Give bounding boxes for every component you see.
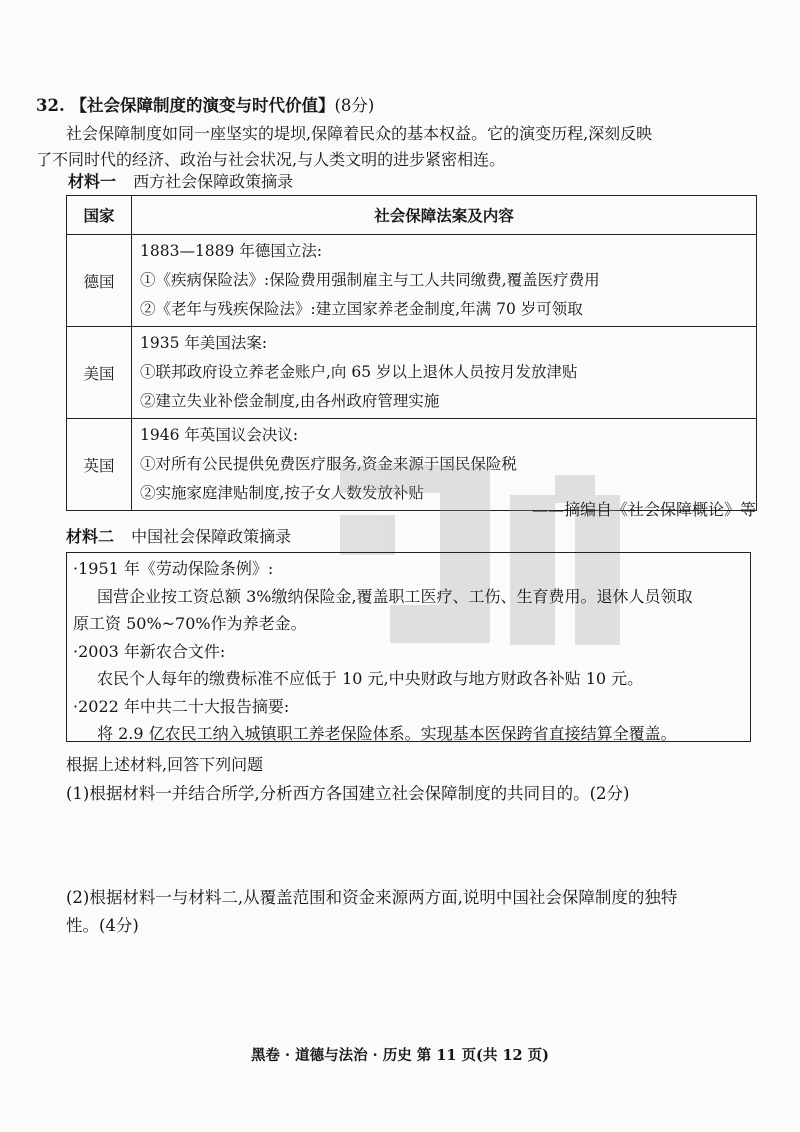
- table-row: [67, 235, 757, 327]
- header-content: 社会保障法案及内容: [132, 196, 757, 235]
- material1-label: 材料一: [68, 172, 117, 191]
- list-item-head: ·2022 年中共二十大报告摘要:: [73, 696, 290, 716]
- list-item-head: ·2003 年新农合文件:: [73, 641, 226, 661]
- material2-title: 中国社会保障政策摘录: [131, 527, 292, 546]
- question-title: 【社会保障制度的演变与时代价值】: [70, 96, 335, 115]
- sub-question-2: [66, 884, 756, 940]
- table-row: [67, 327, 757, 419]
- list-item-body: 国营企业按工资总额 3%缴纳保险金,覆盖职工医疗、工伤、生育费用。退休人员领取: [97, 586, 693, 606]
- list-item-head: ·1951 年《劳动保险条例》:: [73, 559, 274, 578]
- intro-line-2: 了不同时代的经济、政治与社会状况,与人类文明的进步紧密相连。: [36, 150, 506, 169]
- content-line: ①联邦政府设立养老金账户,向 65 岁以上退休人员按月发放津贴: [140, 363, 578, 381]
- intro-line-1: 社会保障制度如同一座坚实的堤坝,保障着民众的基本权益。它的演变历程,深刻反映: [66, 124, 653, 143]
- material2-label: 材料二: [66, 527, 115, 546]
- question-header: [36, 92, 374, 116]
- list-item-body: 原工资 50%~70%作为养老金。: [73, 614, 307, 633]
- question-number: 32.: [36, 96, 65, 115]
- question-intro: [36, 121, 766, 173]
- table-header-row: [67, 196, 757, 235]
- page-footer: 黑卷 · 道德与法治 · 历史 第 11 页(共 12 页): [250, 1047, 550, 1064]
- content-line: ①《疾病保险法》:保险费用强制雇主与工人共同缴费,覆盖医疗费用: [140, 271, 600, 289]
- header-country: 国家: [67, 196, 132, 235]
- content-line: 1935 年美国法案:: [140, 334, 268, 352]
- material1-source: ——摘编自《社会保障概论》等: [531, 500, 756, 519]
- row-content: [132, 235, 757, 327]
- row-country: 英国: [67, 419, 132, 511]
- row-content: [132, 327, 757, 419]
- list-item-body: 将 2.9 亿农民工纳入城镇职工养老保险体系。实现基本医保跨省直接结算全覆盖。: [97, 724, 677, 743]
- material2-box: [66, 552, 751, 742]
- material2-heading: [66, 524, 291, 547]
- sub-question-1: (1)根据材料一并结合所学,分析西方各国建立社会保障制度的共同目的。(2分): [66, 784, 630, 803]
- content-line: ②《老年与残疾保险法》:建立国家养老金制度,年满 70 岁可领取: [140, 300, 583, 318]
- content-line: 1946 年英国议会决议:: [140, 426, 299, 444]
- row-country: 德国: [67, 235, 132, 327]
- content-line: ②实施家庭津贴制度,按子女人数发放补贴: [140, 484, 424, 502]
- content-line: ①对所有公民提供免费医疗服务,资金来源于国民保险税: [140, 455, 517, 473]
- question-score: (8分): [334, 96, 375, 115]
- row-country: 美国: [67, 327, 132, 419]
- list-item-body: 农民个人每年的缴费标准不应低于 10 元,中央财政与地方财政各补贴 10 元。: [97, 669, 644, 688]
- sub-question-2-line-2: 性。(4分): [66, 916, 139, 935]
- content-line: 1883—1889 年德国立法:: [140, 242, 323, 260]
- material1-heading: [68, 169, 293, 192]
- material1-title: 西方社会保障政策摘录: [133, 172, 294, 191]
- questions-prompt: 根据上述材料,回答下列问题: [66, 755, 264, 774]
- sub-question-2-line-1: (2)根据材料一与材料二,从覆盖范围和资金来源两方面,说明中国社会保障制度的独特: [66, 888, 678, 907]
- content-line: ②建立失业补偿金制度,由各州政府管理实施: [140, 392, 440, 410]
